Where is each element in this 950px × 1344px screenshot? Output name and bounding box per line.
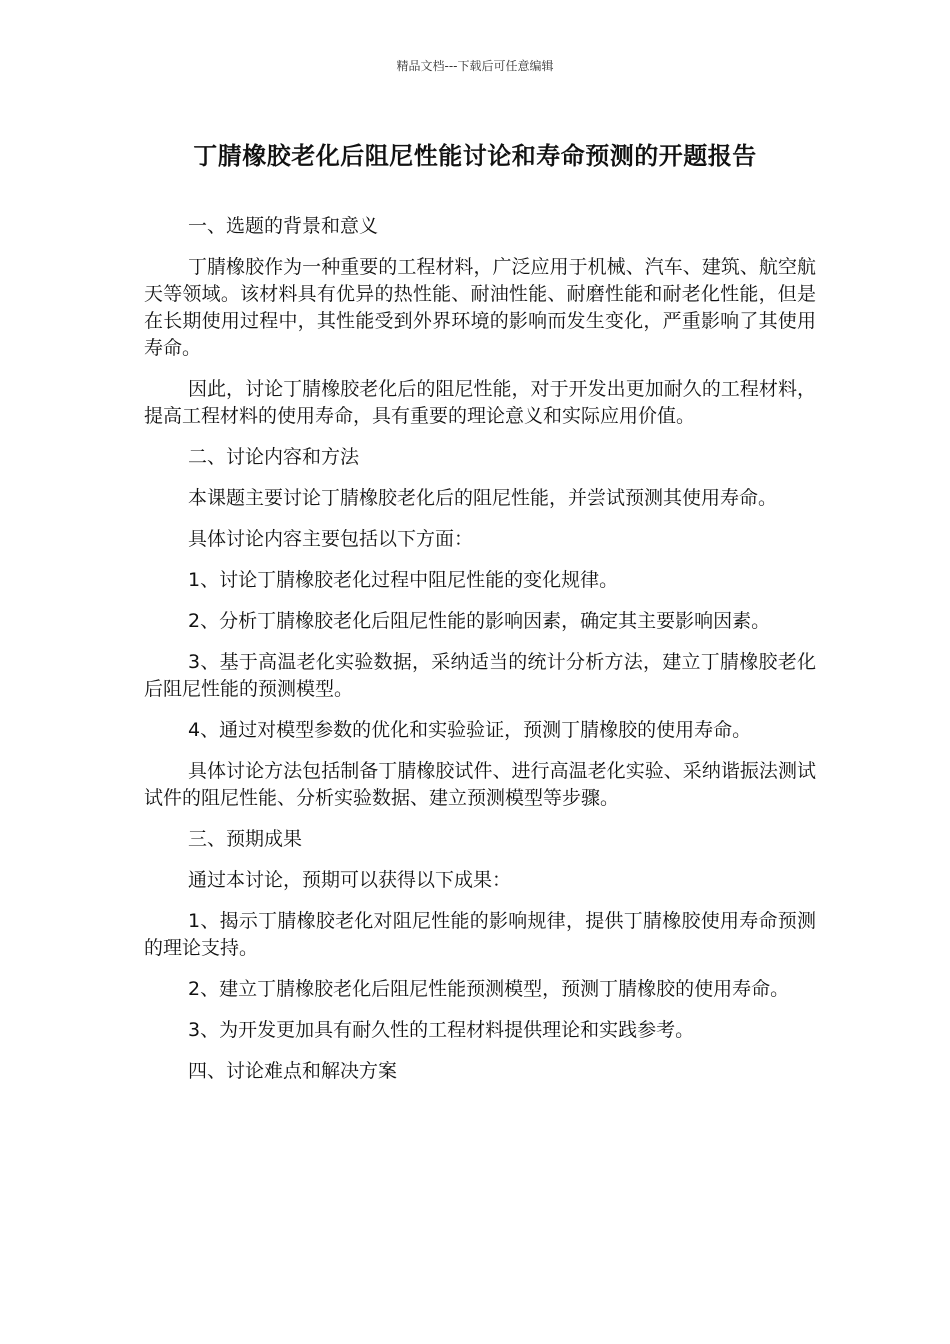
list-item: 1、揭示丁腈橡胶老化对阻尼性能的影响规律，提供丁腈橡胶使用寿命预测的理论支持。 [144, 910, 816, 959]
paragraph: 本课题主要讨论丁腈橡胶老化后的阻尼性能，并尝试预测其使用寿命。 [188, 487, 778, 509]
header-note: 精品文档---下载后可任意编辑 [396, 59, 554, 73]
document-title: 丁腈橡胶老化后阻尼性能讨论和寿命预测的开题报告 [193, 142, 757, 170]
list-item: 4、通过对模型参数的优化和实验验证，预测丁腈橡胶的使用寿命。 [188, 719, 752, 741]
section-heading-expected-results: 三、预期成果 [188, 828, 303, 850]
paragraph: 具体讨论方法包括制备丁腈橡胶试件、进行高温老化实验、采纳谐振法测试试件的阻尼性能、分析实验数据、建立预测模型等步骤。 [144, 760, 816, 809]
list-item: 2、分析丁腈橡胶老化后阻尼性能的影响因素，确定其主要影响因素。 [188, 610, 771, 632]
list-item: 3、为开发更加具有耐久性的工程材料提供理论和实践参考。 [188, 1019, 695, 1041]
paragraph: 因此，讨论丁腈橡胶老化后的阻尼性能，对于开发出更加耐久的工程材料，提高工程材料的使用寿命，具有重要的理论意义和实际应用价值。 [144, 378, 816, 427]
document-body [144, 213, 816, 1099]
list-item: 1、讨论丁腈橡胶老化过程中阻尼性能的变化规律。 [188, 569, 619, 591]
paragraph: 具体讨论内容主要包括以下方面： [188, 528, 474, 550]
paragraph: 通过本讨论，预期可以获得以下成果： [188, 869, 512, 891]
paragraph: 丁腈橡胶作为一种重要的工程材料，广泛应用于机械、汽车、建筑、航空航天等领域。该材料具有优异的热性能、耐油性能、耐磨性能和耐老化性能，但是在长期使用过程中，其性能受到外界环境的影响而发生变化，严重影响了其使用寿命。 [144, 256, 816, 359]
section-heading-background: 一、选题的背景和意义 [188, 215, 379, 237]
section-heading-content-methods: 二、讨论内容和方法 [188, 446, 360, 468]
list-item: 2、建立丁腈橡胶老化后阻尼性能预测模型，预测丁腈橡胶的使用寿命。 [188, 978, 790, 1000]
section-heading-difficulties: 四、讨论难点和解决方案 [188, 1060, 398, 1082]
list-item: 3、基于高温老化实验数据，采纳适当的统计分析方法，建立丁腈橡胶老化后阻尼性能的预测模型。 [144, 651, 816, 700]
